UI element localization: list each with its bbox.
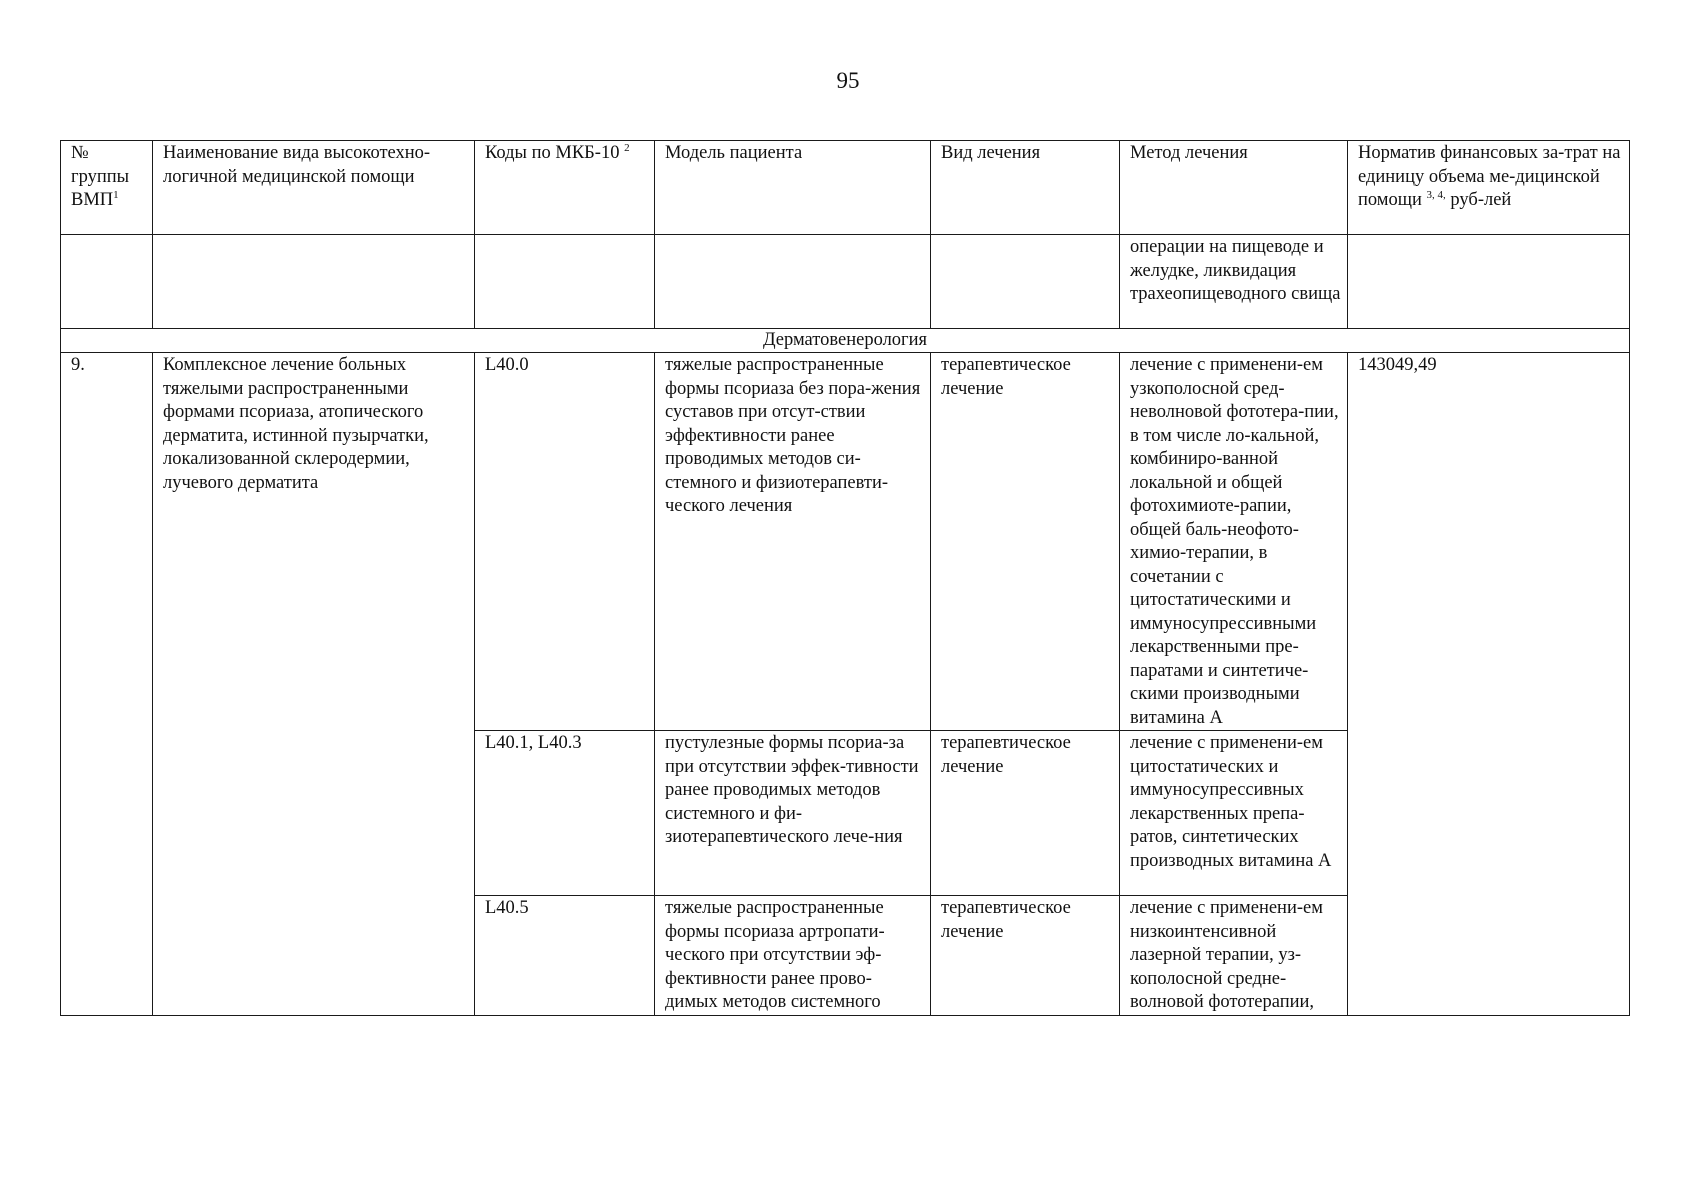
header-codes-footnote: 2 — [624, 141, 630, 154]
cont-name-cell — [153, 235, 475, 329]
header-name-text: Наименование вида высокотехно-логичной медицинской помощи — [163, 143, 431, 187]
header-group-footnote: 1 — [113, 188, 119, 201]
continuation-row — [61, 235, 1630, 329]
header-group-line2: группы — [71, 166, 130, 187]
row-model: тяжелые распространенные формы псориаза артропати-ческого при отсутствии эф-фективности ранее прово-димых методов системного — [655, 896, 931, 1016]
header-method — [1120, 141, 1348, 235]
section-title: Дерматовенерология — [61, 329, 1630, 353]
header-type — [931, 141, 1120, 235]
row-codes: L40.5 — [475, 896, 655, 1016]
row-codes: L40.1, L40.3 — [475, 731, 655, 896]
cont-group-cell — [61, 235, 153, 329]
page-number: 95 — [836, 68, 860, 93]
header-group-line3: ВМП — [71, 190, 114, 210]
header-norm-unit: руб-лей — [1450, 190, 1512, 210]
header-norm-text: Норматив финансовых за-трат на единицу объема ме-дицинской помощи — [1358, 143, 1621, 210]
cont-method-cell — [1120, 235, 1348, 329]
header-method-text: Метод лечения — [1130, 143, 1248, 163]
vmp-table — [60, 140, 1630, 1016]
group-name: Комплексное лечение больных тяжелыми распространенными формами псориаза, атопического дерматита, истинной пузырчатки, локализованной склеродермии, лучевого дерматита — [153, 353, 475, 1016]
row-model: тяжелые распространенные формы псориаза без пора-жения суставов при отсут-ствии эффективности ранее проводимых методов си-стемного и физиотерапевти-ческого лечения — [655, 353, 931, 731]
group-norm: 143049,49 — [1348, 353, 1630, 1016]
header-norm — [1348, 141, 1630, 235]
row-type: терапевтическое лечение — [931, 896, 1120, 1016]
header-row — [61, 141, 1630, 235]
cont-codes-cell — [475, 235, 655, 329]
header-group-number — [61, 141, 153, 235]
row-model: пустулезные формы псориа-за при отсутствии эффек-тивности ранее проводимых методов системного и фи-зиотерапевтического лече-ния — [655, 731, 931, 896]
cont-type-cell — [931, 235, 1120, 329]
row-type: терапевтическое лечение — [931, 731, 1120, 896]
cont-method-text: операции на пищеводе и желудке, ликвидация трахеопищеводного свища — [1130, 237, 1341, 304]
header-model-text: Модель пациента — [665, 143, 803, 163]
table-row — [61, 353, 1630, 731]
header-model — [655, 141, 931, 235]
row-method: лечение с применени-ем низкоинтенсивной лазерной терапии, уз-кополосной средне-волновой фототерапии, — [1120, 896, 1348, 1016]
header-type-text: Вид лечения — [941, 143, 1041, 163]
cont-model-cell — [655, 235, 931, 329]
group-number: 9. — [61, 353, 153, 1016]
cont-norm-cell — [1348, 235, 1630, 329]
header-norm-footnote: 3, 4, — [1426, 188, 1446, 201]
section-row — [61, 329, 1630, 353]
row-type: терапевтическое лечение — [931, 353, 1120, 731]
row-codes: L40.0 — [475, 353, 655, 731]
row-method: лечение с применени-ем цитостатических и иммуносупрессивных лекарственных препа-ратов, синтетических производных витамина А — [1120, 731, 1348, 896]
header-group-line1: № — [71, 143, 89, 163]
header-codes — [475, 141, 655, 235]
header-codes-text: Коды по МКБ-10 — [485, 143, 620, 163]
header-name — [153, 141, 475, 235]
row-method: лечение с применени-ем узкополосной сред-неволновой фототера-пии, в том числе ло-кальной, комбиниро-ванной локальной и общей фотохимиоте-рапии, общей баль-неофото-химио-терапии, в сочетании с цитостатическими и иммуносупрессивными лекарственными пре-паратами и синтетиче-скими производными витамина А — [1120, 353, 1348, 731]
